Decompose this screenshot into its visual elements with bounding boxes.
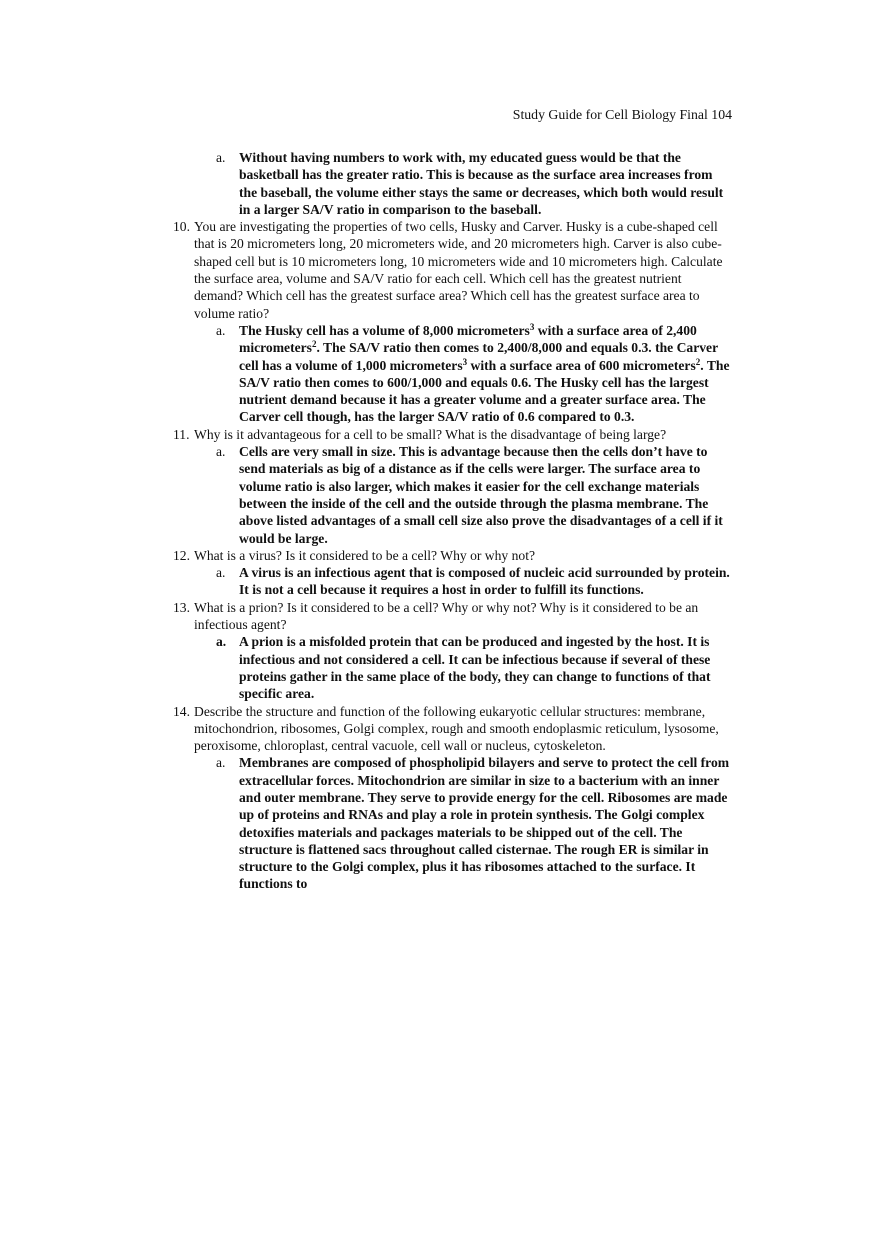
page-header: Study Guide for Cell Biology Final 104 [512, 107, 732, 122]
superscript: 3 [462, 356, 468, 367]
answer-text-part: with a surface area of 2,400 micrometers [239, 322, 697, 356]
superscript: 2 [311, 339, 317, 350]
answer-9a [173, 149, 733, 218]
answer-text-part: with a surface area of 600 micrometers [467, 357, 696, 373]
question-text: Why is it advantageous for a cell to be small? What is the disadvantage of being large? [194, 426, 667, 442]
question-number: 11. [173, 426, 190, 442]
question-11 [173, 426, 733, 443]
question-text: Describe the structure and function of the following eukaryotic cellular structures: membrane, mitochondrion, ribosomes, Golgi complex, rough and smooth endoplasmic reticulum, lysosome, peroxisome, chloroplast, central vacuole, cell wall or nucleus, cytoskeleton. [194, 703, 719, 754]
answer-13a [173, 633, 733, 702]
answer-letter: a. [216, 634, 227, 650]
answer-letter: a. [216, 150, 226, 165]
answer-text-part: The Husky cell has a volume of 8,000 micrometers [239, 322, 530, 338]
study-guide-content [173, 149, 733, 893]
answer-10a [173, 322, 733, 426]
question-number: 14. [173, 703, 190, 719]
question-10 [173, 218, 733, 322]
answer-text: A virus is an infectious agent that is composed of nucleic acid surrounded by protein. It is not a cell because it requires a host in order to fulfill its functions. [239, 565, 730, 598]
answer-text-part: . The SA/V ratio then comes to 600/1,000 and equals 0.6. The Husky cell has the largest nutrient demand because it has a greater volume and a greater surface area. The Carver cell though, has the larger SA/V ratio of 0.6 compared to 0.3. [239, 357, 730, 425]
question-text: You are investigating the properties of two cells, Husky and Carver. Husky is a cube-shaped cell that is 20 micrometers long, 20 micrometers wide, and 20 micrometers high. Carver is also cube-shaped cell but is 10 micrometers long, 10 micrometers wide and 10 micrometers high. Calculate the surface area, volume and SA/V ratio for each cell. Which cell has the greatest nutrient demand? Which cell has the greatest surface area? Which cell has the greatest surface area to volume ratio? [194, 219, 723, 321]
answer-text: A prion is a misfolded protein that can be produced and ingested by the host. It is infectious and not considered a cell. It can be infectious because if several of these proteins gather in the same place of the body, they can change to functions of that specific area. [239, 634, 711, 702]
answer-text: Cells are very small in size. This is advantage because then the cells don’t have to send materials as big of a distance as if the cells were larger. The surface area to volume ratio is also larger, which makes it easier for the cell exchange materials between the inside of the cell and the outside through the plasma membrane. The above listed advantages of a small cell size also prove the disadvantages of a cell if it would be large. [239, 444, 723, 546]
answer-text: Membranes are composed of phospholipid bilayers and serve to protect the cell from extracellular forces. Mitochondrion are similar in size to a bacterium with an inner and outer membrane. They serve to provide energy for the cell. Ribosomes are made up of proteins and RNAs and play a role in protein synthesis. The Golgi complex detoxifies materials and packages materials to be shipped out of the cell. The structure is flattened sacs throughout called cisternae. The rough ER is similar in structure to the Golgi complex, plus it has ribosomes attached to the surface. It functions to [239, 755, 730, 892]
question-text: What is a prion? Is it considered to be a cell? Why or why not? Why is it considered to be an infectious agent? [194, 599, 699, 633]
answer-letter: a. [216, 322, 226, 338]
answer-letter: a. [216, 755, 226, 771]
question-number: 12. [173, 547, 190, 563]
question-number: 10. [173, 219, 190, 235]
question-number: 13. [173, 599, 190, 615]
question-13 [173, 599, 733, 634]
question-14 [173, 703, 733, 755]
superscript: 2 [695, 356, 701, 367]
answer-14a [173, 754, 733, 892]
answer-text-part: . The SA/V ratio then comes to 2,400/8,000 and equals 0.3. the Carver cell has a volume of 1,000 micrometers [239, 340, 718, 373]
question-text: What is a virus? Is it considered to be a cell? Why or why not? [194, 547, 535, 563]
answer-text: Without having numbers to work with, my educated guess would be that the basketball has the greater ratio. This is because as the surface area increases from the baseball, the volume either stays the same or decreases, which both would result in a larger SA/V ratio in comparison to the baseball. [239, 150, 724, 217]
answer-11a [173, 443, 733, 547]
question-12 [173, 547, 733, 564]
answer-letter: a. [216, 565, 226, 581]
superscript: 3 [529, 321, 535, 332]
answer-12a [173, 564, 733, 599]
answer-letter: a. [216, 444, 226, 460]
